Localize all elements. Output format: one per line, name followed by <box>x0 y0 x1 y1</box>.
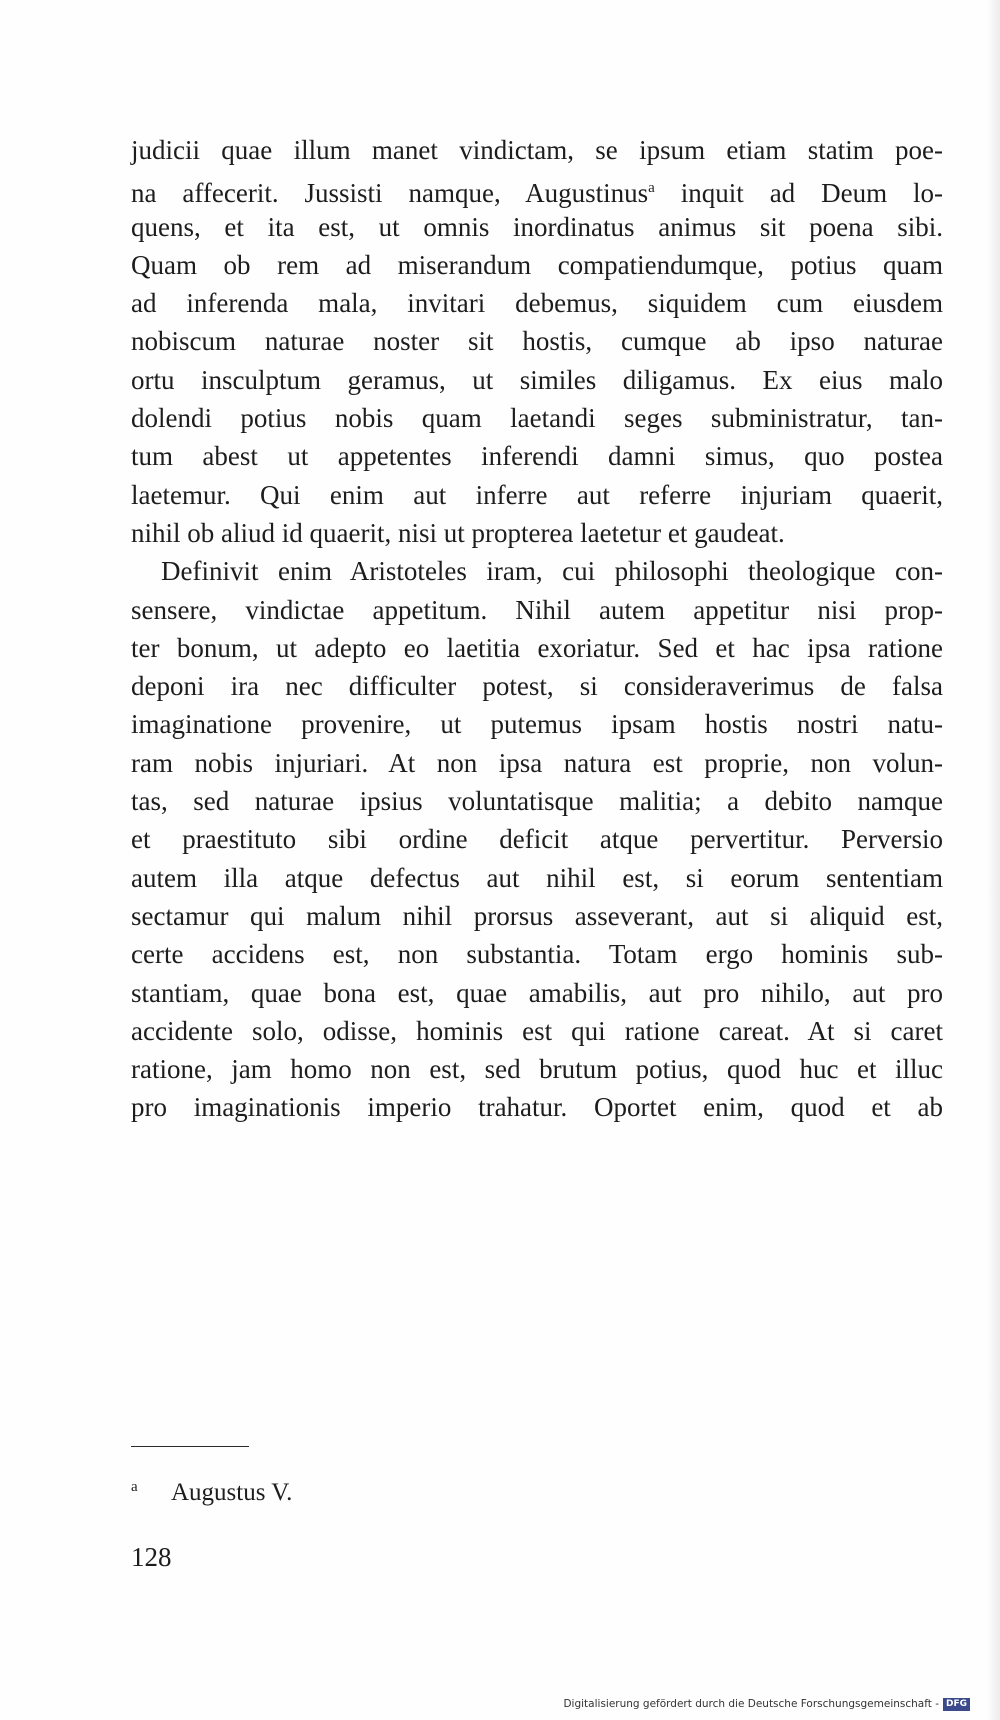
text-line: sectamur qui malum nihil prorsus asseverant, aut si aliquid est, <box>131 900 943 931</box>
text-segment: na affecerit. Jussisti namque, Augustinus <box>131 178 649 209</box>
text-line: tas, sed naturae ipsius voluntatisque malitia; a debito namque <box>131 786 943 817</box>
footnote-text: Augustus V. <box>171 1479 293 1506</box>
paragraph-2 <box>131 552 943 1126</box>
footnote-reference: a <box>648 180 655 197</box>
text-line: nobiscum naturae noster sit hostis, cumque ab ipso naturae <box>131 326 943 357</box>
text-line: accidente solo, odisse, hominis est qui ratione careat. At si caret <box>131 1015 943 1046</box>
text-line: ter bonum, ut adepto eo laetitia exoriatur. Sed et hac ipsa ratione <box>131 632 943 663</box>
text-line: certe accidens est, non substantia. Totam ergo hominis sub- <box>131 939 943 970</box>
text-line: et praestituto sibi ordine deficit atque pervertitur. Perversio <box>131 824 943 855</box>
page-edge <box>986 0 1000 1720</box>
text-line: judicii quae illum manet vindictam, se ipsum etiam statim poe- <box>131 135 943 165</box>
text-line: laetemur. Qui enim aut inferre aut referre injuriam quaerit, <box>131 479 943 510</box>
text-line: dolendi potius nobis quam laetandi seges subministratur, tan- <box>131 403 943 434</box>
text-line: pro imaginationis imperio trahatur. Oportet enim, quod et ab <box>131 1092 943 1123</box>
credit-text: Digitalisierung gefördert durch die Deutsche Forschungsgemeinschaft - <box>563 1698 939 1710</box>
text-line <box>131 169 943 207</box>
text-segment: inquit ad Deum lo- <box>654 178 944 209</box>
page-number: 128 <box>131 1542 172 1572</box>
text-line: ram nobis injuriari. At non ipsa natura est proprie, non volun- <box>131 747 943 778</box>
body-text <box>131 131 943 1127</box>
footnote-marker: a <box>131 1479 138 1495</box>
text-line: deponi ira nec difficulter potest, si consideraverimus de falsa <box>131 671 943 702</box>
text-line: ortu insculptum geramus, ut similes diligamus. Ex eius malo <box>131 364 943 395</box>
text-line: imaginatione provenire, ut putemus ipsam hostis nostri natu- <box>131 709 943 740</box>
text-line: Quam ob rem ad miserandum compatiendumque, potius quam <box>131 249 943 280</box>
dfg-logo-icon: DFG <box>943 1698 970 1711</box>
text-line: sensere, vindictae appetitum. Nihil autem appetitur nisi prop- <box>131 594 943 625</box>
text-line: ratione, jam homo non est, sed brutum potius, quod huc et illuc <box>131 1054 943 1085</box>
footnote-divider <box>131 1446 249 1447</box>
text-line: tum abest ut appetentes inferendi damni simus, quo postea <box>131 441 943 472</box>
text-line: stantiam, quae bona est, quae amabilis, aut pro nihilo, aut pro <box>131 977 943 1008</box>
text-line: ad inferenda mala, invitari debemus, siquidem cum eiusdem <box>131 288 943 319</box>
text-line: quens, et ita est, ut omnis inordinatus animus sit poena sibi. <box>131 211 943 242</box>
text-line: Definivit enim Aristoteles iram, cui philosophi theologique con- <box>161 556 943 587</box>
text-line: nihil ob aliud id quaerit, nisi ut propterea laetetur et gaudeat. <box>131 517 785 548</box>
paragraph-1 <box>131 131 943 552</box>
digitization-credit <box>563 1697 970 1711</box>
footnote <box>131 1470 292 1510</box>
text-line: autem illa atque defectus aut nihil est, si eorum sententiam <box>131 862 943 893</box>
